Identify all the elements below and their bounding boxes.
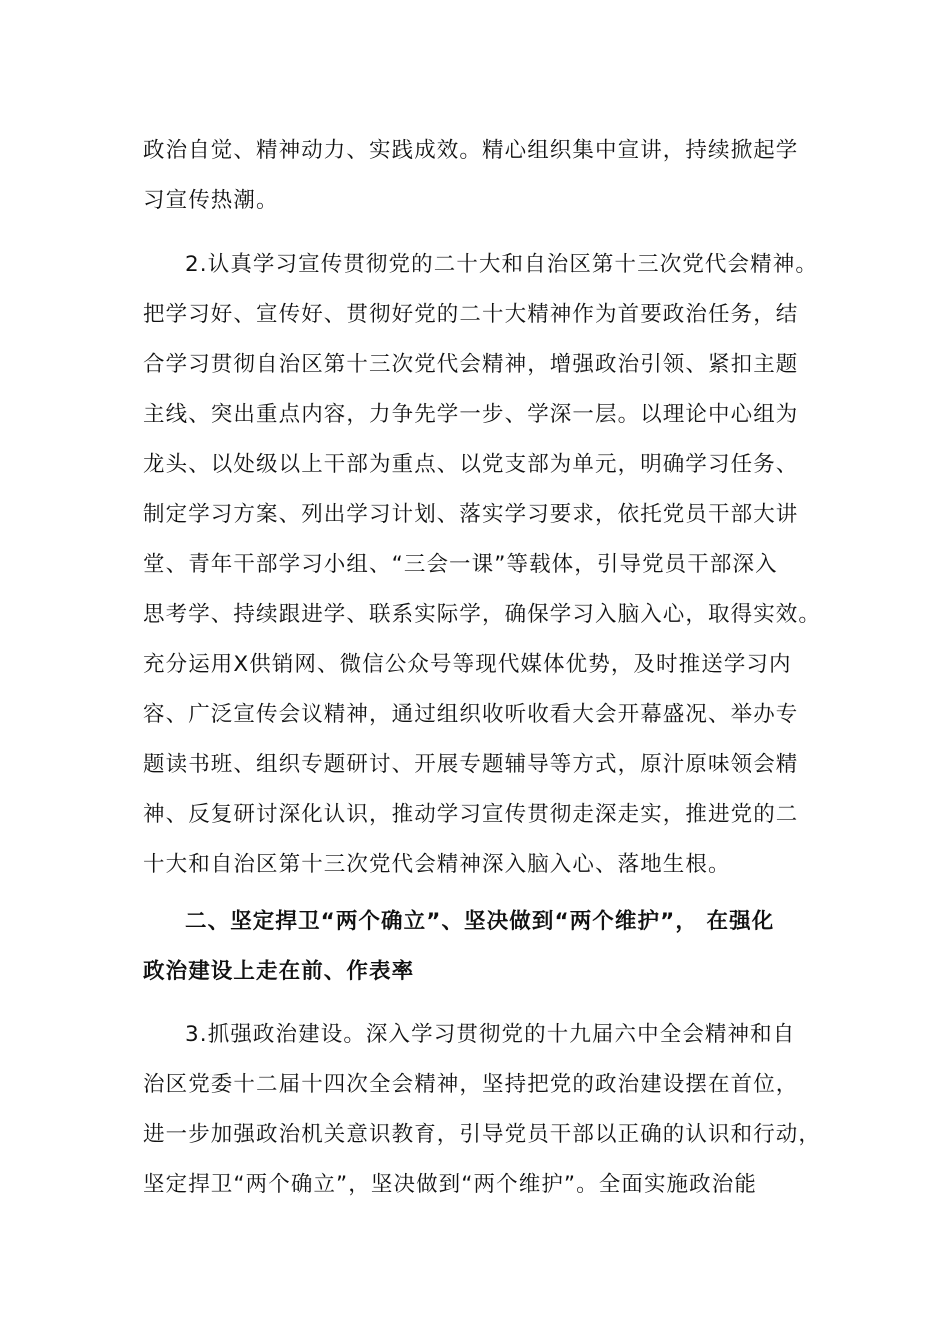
text-line: 坚定捍卫“两个确立”，坚决做到“两个维护”。全面实施政治能 (143, 1172, 757, 1197)
text-line: 进一步加强政治机关意识教育，引导党员干部以正确的认识和行动， (143, 1122, 822, 1147)
section-heading: 政治建设上走在前、作表率 (143, 959, 415, 984)
text-line: 龙头、以处级以上干部为重点、以党支部为单元，明确学习任务、 (143, 452, 799, 477)
section-heading: 二、坚定捍卫“两个确立”、坚决做到“两个维护”， 在强化 (185, 909, 775, 934)
text-line: 政治自觉、精神动力、实践成效。精心组织集中宣讲，持续掀起学 (143, 138, 799, 163)
text-line: 把学习好、宣传好、贯彻好党的二十大精神作为首要政治任务，结 (143, 302, 799, 327)
text-line: 治区党委十二届十四次全会精神，坚持把党的政治建设摆在首位， (143, 1072, 799, 1097)
text-line: 神、反复研讨深化认识，推动学习宣传贯彻走深走实，推进党的二 (143, 802, 799, 827)
text-line: 十大和自治区第十三次党代会精神深入脑入心、落地生根。 (143, 852, 731, 877)
text-line: 制定学习方案、列出学习计划、落实学习要求，依托党员干部大讲 (143, 502, 799, 527)
text-line: 堂、青年干部学习小组、“三会一课”等载体，引导党员干部深入 (143, 552, 778, 577)
text-line: 题读书班、组织专题研讨、开展专题辅导等方式，原汁原味领会精 (143, 752, 799, 777)
text-line: 充分运用X供销网、微信公众号等现代媒体优势，及时推送学习内 (143, 652, 792, 677)
text-line: 容、广泛宣传会议精神，通过组织收听收看大会开幕盛况、举办专 (143, 702, 799, 727)
text-line: 合学习贯彻自治区第十三次党代会精神，增强政治引领、紧扣主题 (143, 352, 799, 377)
text-line: 主线、突出重点内容，力争先学一步、学深一层。以理论中心组为 (143, 402, 799, 427)
text-line: 习宣传热潮。 (143, 188, 279, 213)
paragraph-heading: 2.认真学习宣传贯彻党的二十大和自治区第十三次党代会精神。 (185, 252, 818, 277)
text-line: 思考学、持续跟进学、联系实际学，确保学习入脑入心，取得实效。 (143, 602, 822, 627)
paragraph-heading: 3.抓强政治建设。深入学习贯彻党的十九届六中全会精神和自 (185, 1022, 796, 1047)
